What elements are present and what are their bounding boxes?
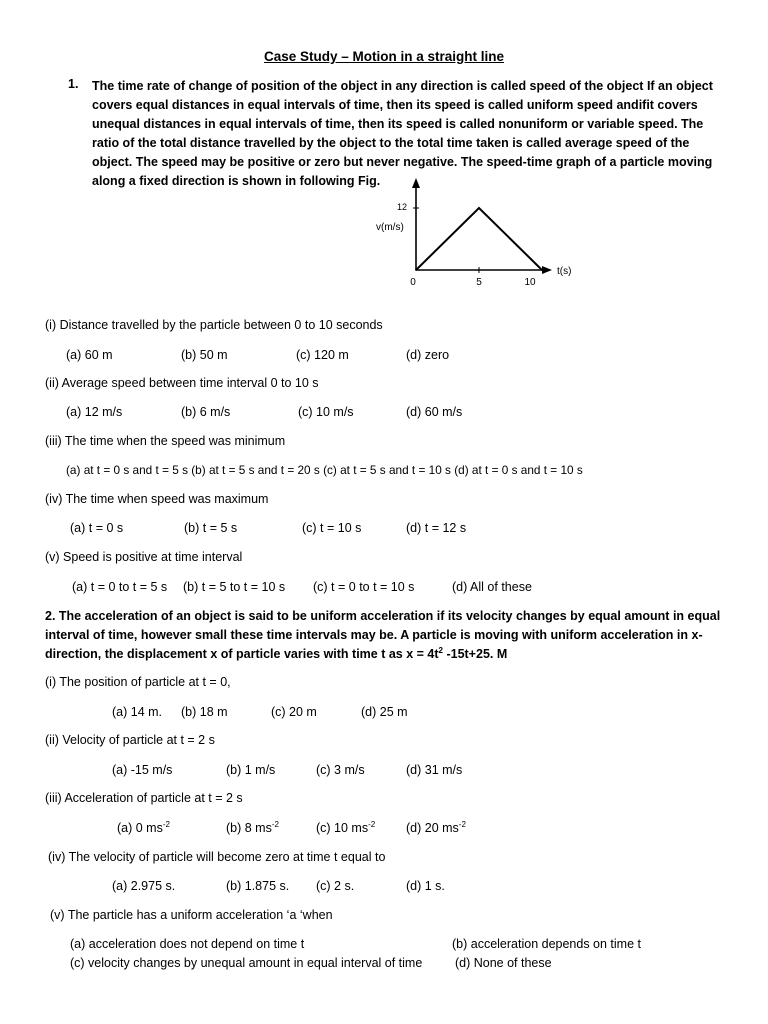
q1-part-3-question: (iii) The time when the speed was minimum (45, 434, 286, 448)
question-1-passage: The time rate of change of position of the object in any direction is called speed of the object If an object covers equal distances in equal intervals of time, then its speed is called uniform speed andifit covers unequal distances in equal intervals of time, then its speed is called nonuniform or variable speed. The ratio of the total distance travelled by the object to the total time taken is called average speed of the object. The speed may be positive or zero but never negative. The speed-time graph of a particle moving along a fixed direction is shown in following Fig. (92, 79, 713, 188)
x-tick-label-0: 0 (410, 277, 416, 288)
y-axis-label: v(m/s) (376, 222, 404, 233)
q2-part-1-option-b: (b) 18 m (181, 705, 228, 719)
q1-part-5-option-c: (c) t = 0 to t = 10 s (313, 580, 415, 594)
q1-part-1-question: (i) Distance travelled by the particle between 0 to 10 seconds (45, 318, 383, 332)
question-2-passage (45, 607, 725, 664)
q2-part-1-option-d: (d) 25 m (361, 705, 408, 719)
q2-part-5-option-b: (b) acceleration depends on time t (452, 937, 641, 951)
q1-part-5-option-d: (d) All of these (452, 580, 532, 594)
y-tick-label-12: 12 (396, 202, 407, 212)
q1-part-2-option-c: (c) 10 m/s (298, 405, 354, 419)
q1-part-2-option-b: (b) 6 m/s (181, 405, 231, 419)
q1-part-3-option-a: (a) at t = 0 s and t = 5 s (66, 463, 188, 477)
q2-part-3-option-d (406, 821, 466, 835)
x-axis-label: t(s) (557, 266, 572, 277)
q2-part-3-option-d-exp: -2 (458, 819, 466, 829)
q1-part-1-option-a: (a) 60 m (66, 348, 113, 362)
q1-part-2-question: (ii) Average speed between time interval 0 to 10 s (45, 376, 319, 390)
q1-part-3-options (66, 463, 583, 477)
q2-part-4-option-b: (b) 1.875 s. (226, 879, 290, 893)
q1-part-3-option-d: (d) at t = 0 s and t = 10 s (454, 463, 583, 477)
q2-part-3-option-c-exp: -2 (368, 819, 376, 829)
question-2-passage-exponent: 2 (438, 645, 443, 655)
speed-series-line (416, 208, 542, 270)
q2-part-3-option-c (316, 821, 375, 835)
q2-part-3-option-b-text: (b) 8 ms (226, 821, 272, 835)
q2-part-5-option-a: (a) acceleration does not depend on time t (70, 937, 305, 951)
q2-part-2-option-d: (d) 31 m/s (406, 763, 463, 777)
speed-time-graph (368, 176, 572, 294)
q2-part-2-option-b: (b) 1 m/s (226, 763, 276, 777)
q2-part-3-option-d-text: (d) 20 ms (406, 821, 459, 835)
q2-part-5-option-c: (c) velocity changes by unequal amount in equal interval of time (70, 956, 423, 970)
q2-part-3-option-a-exp: -2 (162, 819, 170, 829)
q1-part-5-option-a: (a) t = 0 to t = 5 s (72, 580, 168, 594)
q1-part-4-option-d: (d) t = 12 s (406, 521, 467, 535)
page-title: Case Study – Motion in a straight line (263, 49, 505, 64)
q1-part-3-option-b: (b) at t = 5 s and t = 20 s (191, 463, 320, 477)
q2-part-2-question: (ii) Velocity of particle at t = 2 s (45, 733, 215, 747)
q2-part-5-option-d: (d) None of these (455, 956, 552, 970)
q2-part-5-question: (v) The particle has a uniform acceleration ‘a ‘when (50, 908, 333, 922)
q2-part-4-option-c: (c) 2 s. (316, 879, 355, 893)
q2-part-3-option-a-text: (a) 0 ms (117, 821, 163, 835)
series-point-0 (415, 269, 417, 271)
q2-part-4-question: (iv) The velocity of particle will become zero at time t equal to (48, 850, 386, 864)
q1-part-1-option-d: (d) zero (406, 348, 450, 362)
q2-part-1-question: (i) The position of particle at t = 0, (45, 675, 231, 689)
q2-part-2-option-a: (a) -15 m/s (112, 763, 173, 777)
x-tick-label-10: 10 (524, 277, 536, 288)
q2-part-3-option-a (117, 821, 170, 835)
q2-part-2-option-c: (c) 3 m/s (316, 763, 365, 777)
q1-part-5-question: (v) Speed is positive at time interval (45, 550, 243, 564)
x-axis-arrow (542, 266, 552, 274)
y-axis-arrow (412, 178, 420, 188)
q1-part-2-option-a: (a) 12 m/s (66, 405, 123, 419)
q1-part-4-option-b: (b) t = 5 s (184, 521, 238, 535)
q1-part-3-option-c: (c) at t = 5 s and t = 10 s (323, 463, 451, 477)
question-2-passage-text: 2. The acceleration of an object is said to be uniform acceleration if its velocity changes by equal amount in equal interval of time, however small these time intervals may be. A particle is moving with uniform acceleration in x-direction, the displacement x of particle varies with time t as x = 4t (45, 609, 721, 661)
q1-part-1-option-b: (b) 50 m (181, 348, 228, 362)
q1-part-1-option-c: (c) 120 m (296, 348, 349, 362)
q2-part-1-option-c: (c) 20 m (271, 705, 317, 719)
q1-part-2-option-d: (d) 60 m/s (406, 405, 463, 419)
q1-part-4-option-c: (c) t = 10 s (302, 521, 362, 535)
q2-part-3-option-b (226, 821, 279, 835)
x-tick-label-5: 5 (476, 277, 482, 288)
q1-part-4-question: (iv) The time when speed was maximum (45, 492, 269, 506)
q2-part-4-option-a: (a) 2.975 s. (112, 879, 176, 893)
q2-part-1-option-a: (a) 14 m. (112, 705, 163, 719)
q2-part-3-option-b-exp: -2 (271, 819, 279, 829)
q2-part-4-option-d: (d) 1 s. (406, 879, 445, 893)
q2-part-3-option-c-text: (c) 10 ms (316, 821, 369, 835)
q2-part-3-question: (iii) Acceleration of particle at t = 2 s (45, 791, 243, 805)
q1-part-5-option-b: (b) t = 5 to t = 10 s (183, 580, 286, 594)
question-1-number: 1. (68, 77, 79, 91)
q1-part-4-option-a: (a) t = 0 s (70, 521, 124, 535)
question-2-passage-tail: -15t+25. M (442, 647, 508, 661)
series-point-1 (478, 207, 480, 209)
series-point-2 (541, 269, 543, 271)
